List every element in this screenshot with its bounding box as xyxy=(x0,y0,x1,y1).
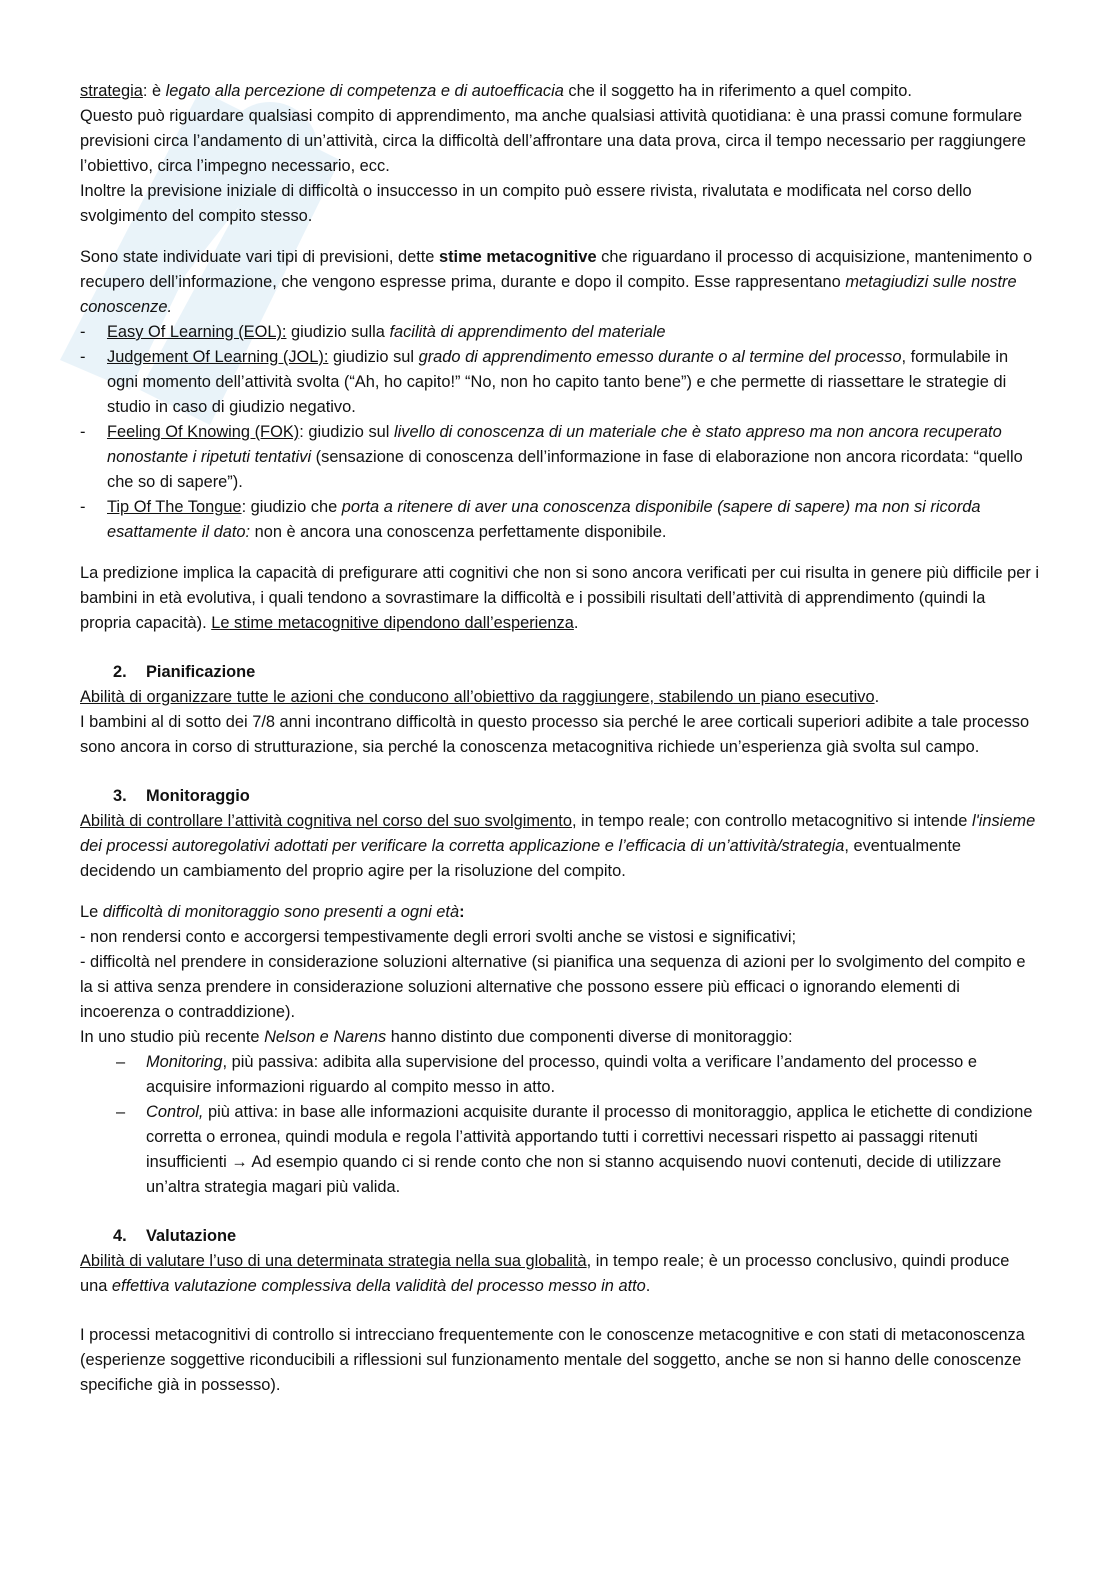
paragraph-previsione: Inoltre la previsione iniziale di difficoltà o insuccesso in un compito può essere rivista, rivalutata e modificata nel corso dello svolgimento del compito stesso. xyxy=(80,182,972,225)
paragraph-stime-metacognitive: Sono state individuate vari tipi di previsioni, dette stime metacognitive che riguardano il processo di acquisizione, mantenimento o recupero dell’informazione, che vengono espresse prima, durante e dopo il compito. Esse rappresentano metagiudizi sulle nostre conoscenze. xyxy=(80,248,1033,316)
definition-pianificazione: Abilità di organizzare tutte le azioni che conducono all’obiettivo da raggiungere, stabilendo un piano esecutivo. xyxy=(80,688,880,706)
section-heading-valutazione: 4. Valutazione xyxy=(113,1227,237,1245)
list-marker: – xyxy=(116,1103,126,1121)
list-item-monitoring: – Monitoring, più passiva: adibita alla supervisione del processo, quindi volta a verificare l’andamento del processo e acquisire informazioni riguardo al compito messo in atto. xyxy=(116,1050,1040,1100)
section-heading-pianificazione: 2. Pianificazione xyxy=(113,663,256,681)
definition-valutazione: Abilità di valutare l’uso di una determinata strategia nella sua globalità, in tempo reale; è un processo conclusivo, quindi produce una effettiva valutazione complessiva della validità del processo messo in atto. xyxy=(80,1252,1010,1295)
paragraph-conclusione: I processi metacognitivi di controllo si intrecciano frequentemente con le conoscenze metacognitive e con stati di metaconoscenza (esperienze soggettive riconducibili a riflessioni sul funzionamento mentale del soggetto, anche se non si hanno delle conoscenze specifiche già in possesso). xyxy=(80,1326,1025,1394)
list-item-tot: - Tip Of The Tongue: giudizio che porta a ritenere di aver una conoscenza disponibile (sapere di sapere) ma non si ricorda esattamente il dato: non è ancora una conoscenza perfettamente disponibile. xyxy=(80,495,1040,545)
list-marker: - xyxy=(80,348,86,366)
paragraph-nelson-narens: In uno studio più recente Nelson e Narens hanno distinto due componenti diverse di monitoraggio: xyxy=(80,1028,793,1046)
arrow-icon: → xyxy=(226,1153,252,1171)
document-body xyxy=(80,79,1040,1398)
list-marker: - xyxy=(80,423,86,441)
list-marker: - xyxy=(80,323,86,341)
paragraph-compiti: Questo può riguardare qualsiasi compito di apprendimento, ma anche qualsiasi attività quotidiana: è una prassi comune formulare previsioni circa l’andamento di un’attività, circa la difficoltà dell’affrontare una data prova, circa il tempo necessario per raggiungere l’obiettivo, circa l’impegno necessario, ecc. xyxy=(80,107,1027,175)
paragraph-strategia: strategia: è legato alla percezione di competenza e di autoefficacia che il soggetto ha in riferimento a quel compito. xyxy=(80,82,912,100)
section-heading-monitoraggio: 3. Monitoraggio xyxy=(113,787,250,805)
paragraph-errori: - non rendersi conto e accorgersi tempestivamente degli errori svolti anche se vistosi e significativi; xyxy=(80,928,797,946)
list-item-control: – Control, più attiva: in base alle informazioni acquisite durante il processo di monitoraggio, applica le etichette di condizione corretta o erronea, quindi modula e regola l’attività apportando tutti i correttivi necessari rispetto ai passaggi ritenuti insufficienti → Ad esempio quando ci si rende conto che non si stanno acquisendo nuovi contenuti, decide di utilizzare un’altra strategia magari più valida. xyxy=(116,1100,1040,1200)
metacognitive-estimates-list xyxy=(80,320,1040,545)
list-item-fok: - Feeling Of Knowing (FOK): giudizio sul livello di conoscenza di un materiale che è stato appreso ma non ancora recuperato nonostante i ripetuti tentativi (sensazione di conoscenza dell’informazione in fase di elaborazione non ancora ricordata: “quello che so di sapere”). xyxy=(80,420,1040,495)
list-item-jol: - Judgement Of Learning (JOL): giudizio sul grado di apprendimento emesso durante o al termine del processo, formulabile in ogni momento dell’attività svolta (“Ah, ho capito!” “No, non ho capito tanto bene”) e che permette di riassettare le strategie di studio in caso di giudizio negativo. xyxy=(80,345,1040,420)
list-marker: - xyxy=(80,498,86,516)
paragraph-pianificazione: I bambini al di sotto dei 7/8 anni incontrano difficoltà in questo processo sia perché le aree corticali superiori adibite a tale processo sono ancora in corso di strutturazione, sia perché la conoscenza metacognitiva richiede un’esperienza già svolta sul campo. xyxy=(80,713,1030,756)
list-marker: – xyxy=(116,1053,126,1071)
paragraph-difficolta: Le difficoltà di monitoraggio sono presenti a ogni età: xyxy=(80,903,465,921)
monitoring-components-list xyxy=(80,1050,1040,1200)
list-item-eol: - Easy Of Learning (EOL): giudizio sulla facilità di apprendimento del materiale xyxy=(80,320,1040,345)
definition-monitoraggio: Abilità di controllare l’attività cognitiva nel corso del suo svolgimento, in tempo reale; con controllo metacognitivo si intende l'insieme dei processi autoregolativi adottati per verificare la corretta applicazione e l’efficacia di un’attività/strategia, eventualmente decidendo un cambiamento del proprio agire per la risoluzione del compito. xyxy=(80,812,1036,880)
paragraph-predizione: La predizione implica la capacità di prefigurare atti cognitivi che non si sono ancora verificati per cui risulta in genere più difficile per i bambini in età evolutiva, i quali tendono a sovrastimare la difficoltà e i possibili risultati dell’attività di apprendimento (quindi la propria capacità). Le stime metacognitive dipendono dall’esperienza. xyxy=(80,564,1040,632)
paragraph-alternative: - difficoltà nel prendere in considerazione soluzioni alternative (si pianifica una sequenza di azioni per lo svolgimento del compito e la si attiva senza prendere in considerazione soluzioni alternative che possono essere più efficaci o ignorando elementi di incoerenza o contraddizione). xyxy=(80,953,1026,1021)
